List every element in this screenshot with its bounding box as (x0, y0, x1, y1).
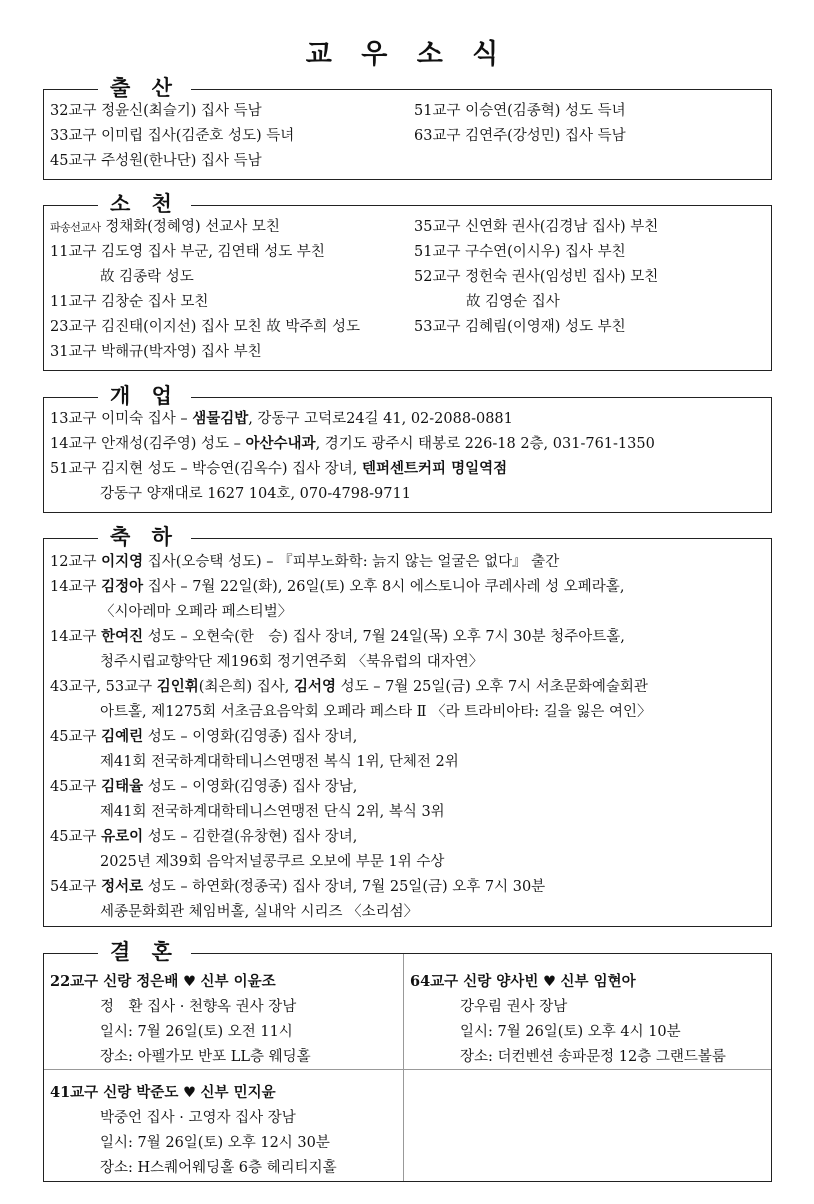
item-text: 성도 – 7월 25일(금) 오후 7시 서초문화예술회관 (336, 679, 648, 695)
item-text: , 강동구 고덕로24길 41, 02-2088-0881 (248, 411, 513, 427)
list-item: 45교구 주성원(한나단) 집사 득남 (50, 153, 262, 169)
congrats-section (43, 524, 772, 927)
list-item-cont: 제41회 전국하계대학테니스연맹전 단식 2위, 복식 3위 (100, 804, 445, 820)
person-name: 정서로 (101, 878, 144, 895)
wedding-heading (410, 970, 636, 994)
list-item: 11교구 김창순 집사 모친 (50, 294, 209, 310)
list-item: 23교구 김진태(이지선) 집사 모친 故 박주희 성도 (50, 319, 361, 335)
bride-name: 신부 이윤조 (200, 973, 276, 990)
list-item (50, 550, 559, 574)
congrats-label: 축 하 (98, 524, 191, 550)
item-text: 14교구 (50, 579, 102, 595)
list-item: 52교구 정헌숙 권사(임성빈 집사) 모친 (414, 269, 659, 285)
item-text: 14교구 안재성(김주영) 성도 – (50, 436, 246, 452)
groom-name: 64교구 신랑 양사빈 (410, 973, 539, 990)
list-item (50, 825, 357, 849)
page-title: 교 우 소 식 (305, 39, 509, 70)
list-item: 32교구 정윤신(최슬기) 집사 득남 (50, 103, 262, 119)
business-name: 아산수내과 (245, 435, 316, 452)
person-name: 김정아 (101, 578, 144, 595)
list-item: 故 김영순 집사 (466, 294, 560, 310)
bride-name: 신부 임현아 (560, 973, 636, 990)
list-item (50, 775, 357, 799)
list-item: 51교구 구수연(이시우) 집사 부친 (414, 244, 626, 260)
business-name: 텐퍼센트커피 명일역점 (362, 460, 508, 477)
item-text: 54교구 (50, 879, 102, 895)
item-text: 집사 – 7월 22일(화), 26일(토) 오후 8시 에스토니아 쿠레사레 성 오페라홀, (143, 579, 625, 595)
heart-icon: ♥ (182, 974, 196, 990)
wedding-place: 장소: H스퀘어웨딩홀 6층 헤리티지홀 (100, 1160, 337, 1176)
wedding-time: 일시: 7월 26일(토) 오전 11시 (100, 1024, 293, 1040)
wedding-parents: 정 환 집사 · 천향옥 권사 장남 (100, 999, 297, 1015)
list-item (50, 675, 648, 699)
birth-label: 출 산 (98, 75, 191, 101)
person-name: 김태율 (101, 778, 144, 795)
bride-name: 신부 민지윤 (200, 1084, 276, 1101)
item-text: 45교구 (50, 729, 102, 745)
item-text: 45교구 (50, 779, 102, 795)
list-item (50, 875, 545, 899)
item-text: 43교구, 53교구 (50, 679, 157, 695)
person-name: 김인휘 (156, 678, 199, 695)
item-text: 집사(오승택 성도) – 『피부노화학: 늙지 않는 얼굴은 없다』 출간 (143, 554, 560, 570)
heart-icon: ♥ (542, 974, 556, 990)
list-item (50, 575, 624, 599)
list-item-cont: 〈시아레마 오페라 페스티벌〉 (100, 604, 293, 620)
list-item-cont: 2025년 제39회 음악저널콩쿠르 오보에 부문 1위 수상 (100, 854, 445, 870)
list-item: 33교구 이미립 집사(김준호 성도) 득녀 (50, 128, 295, 144)
wedding-parents: 박중언 집사 · 고영자 집사 장남 (100, 1110, 296, 1126)
groom-name: 41교구 신랑 박준도 (50, 1084, 179, 1101)
death-section (43, 191, 772, 371)
wedding-label: 결 혼 (98, 939, 191, 965)
opening-label: 개 업 (98, 383, 191, 409)
person-name: 한여진 (101, 628, 144, 645)
opening-section (43, 383, 772, 513)
wedding-heading (50, 970, 276, 994)
list-item (50, 407, 513, 431)
wedding-section (43, 939, 772, 1182)
item-text: , 경기도 광주시 태봉로 226-18 2층, 031-761-1350 (315, 436, 655, 452)
item-text: 13교구 이미숙 집사 – (50, 411, 193, 427)
wedding-place: 장소: 더컨벤션 송파문정 12층 그랜드볼룸 (460, 1049, 726, 1065)
list-item: 63교구 김연주(강성민) 집사 득남 (414, 128, 626, 144)
wedding-time: 일시: 7월 26일(토) 오후 12시 30분 (100, 1135, 330, 1151)
list-item-cont: 강동구 양재대로 1627 104호, 070-4798-9711 (100, 486, 411, 502)
item-text: 45교구 (50, 829, 102, 845)
death-label: 소 천 (98, 191, 191, 217)
list-item (50, 725, 357, 749)
groom-name: 22교구 신랑 정은배 (50, 973, 179, 990)
heart-icon: ♥ (182, 1085, 196, 1101)
wedding-parents: 강우림 권사 장남 (460, 999, 568, 1015)
business-name: 샘물김밥 (192, 410, 249, 427)
list-item-cont: 제41회 전국하계대학테니스연맹전 복식 1위, 단체전 2위 (100, 754, 459, 770)
list-item-cont: 세종문화회관 체임버홀, 실내악 시리즈 〈소리섬〉 (100, 904, 419, 920)
item-text: 성도 – 김한결(유창현) 집사 장녀, (143, 829, 358, 845)
list-item: 53교구 김혜림(이영재) 성도 부친 (414, 319, 626, 335)
list-item (50, 215, 280, 240)
list-item: 31교구 박해규(박자영) 집사 부친 (50, 344, 262, 360)
list-item: 11교구 김도영 집사 부군, 김연태 성도 부친 (50, 244, 325, 260)
list-item: 51교구 이승연(김종혁) 성도 득녀 (414, 103, 626, 119)
person-name: 김예린 (101, 728, 144, 745)
list-item-text: 정채화(정혜영) 선교사 모친 (100, 219, 280, 235)
list-item-cont: 청주시립교향악단 제196회 정기연주회 〈북유럽의 대자연〉 (100, 654, 484, 670)
wedding-place: 장소: 아펠가모 반포 LL층 웨딩홀 (100, 1049, 311, 1065)
item-text: 성도 – 오현숙(한 승) 집사 장녀, 7월 24일(목) 오후 7시 30분 청주아트홀, (143, 629, 625, 645)
list-item: 35교구 신연화 권사(김경남 집사) 부친 (414, 219, 659, 235)
list-item (50, 432, 655, 456)
item-text: 51교구 김지현 성도 – 박승연(김옥수) 집사 장녀, (50, 461, 363, 477)
list-item: 故 김종락 성도 (100, 269, 194, 285)
missionary-note: 파송선교사 (50, 221, 101, 234)
row-divider (44, 1069, 771, 1070)
person-name: 김서영 (293, 678, 337, 695)
item-text: 성도 – 하연화(정종국) 집사 장녀, 7월 25일(금) 오후 7시 30분 (143, 879, 546, 895)
item-text: (최은희) 집사, (198, 679, 294, 695)
wedding-time: 일시: 7월 26일(토) 오후 4시 10분 (460, 1024, 681, 1040)
list-item (50, 457, 507, 481)
list-item-cont: 아트홀, 제1275회 서초금요음악회 오페라 페스타 Ⅱ 〈라 트라비아타: 길을 잃은 여인〉 (100, 704, 652, 720)
person-name: 이지영 (101, 553, 144, 570)
wedding-heading (50, 1081, 276, 1105)
birth-section (43, 75, 772, 180)
person-name: 유로이 (101, 828, 144, 845)
item-text: 14교구 (50, 629, 102, 645)
column-divider (403, 954, 404, 1181)
item-text: 성도 – 이영화(김영종) 집사 장녀, (143, 729, 358, 745)
item-text: 12교구 (50, 554, 102, 570)
item-text: 성도 – 이영화(김영종) 집사 장남, (143, 779, 358, 795)
list-item (50, 625, 625, 649)
